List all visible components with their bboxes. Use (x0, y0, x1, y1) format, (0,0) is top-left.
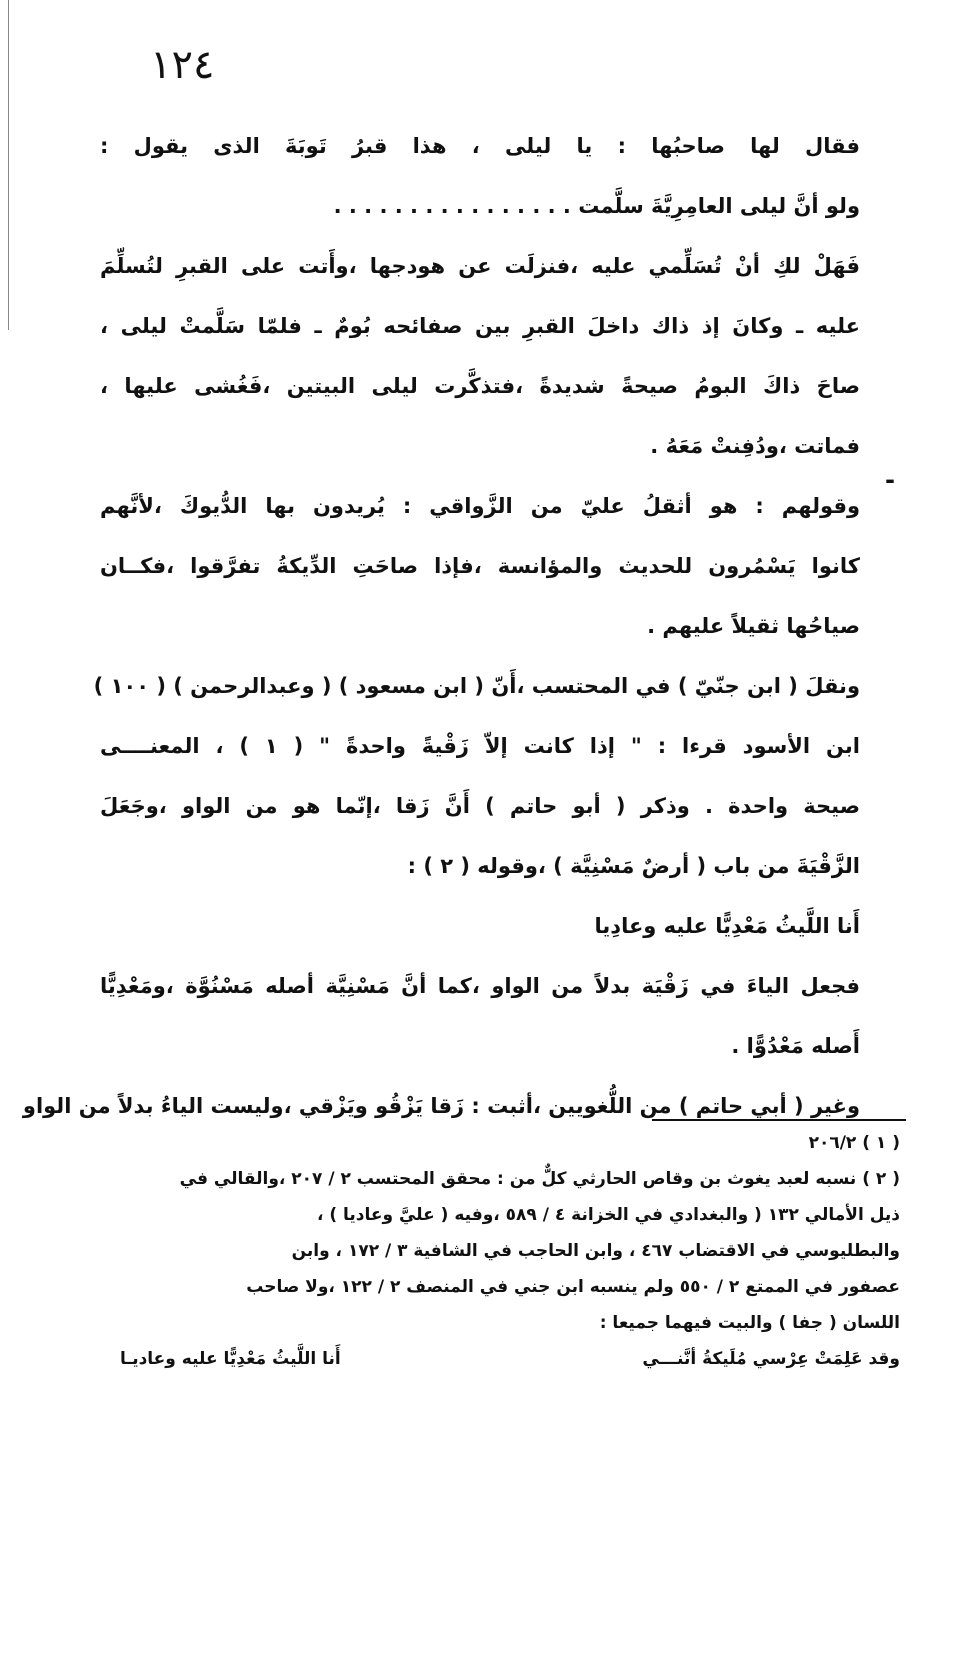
text-line: ابن الأسود قرءا : " إذا كانت إلاّ زَقْيةً واحدةً " ( ١ ) ، المعنــــى (100, 734, 860, 758)
text-line: وغير ( أبي حاتم ) من اللُّغويين ،أثبت : زَقا يَزْقُو ويَزْقي ،وليست الياءُ بدلاً من الواو (22, 1094, 860, 1118)
footnote-verse (100, 1341, 900, 1377)
text-line: فماتت ،ودُفِنتْ مَعَهُ . (650, 434, 860, 458)
footnote-line: ( ٢ ) نسبه لعبد يغوث بن وقاص الحارثي كلٌّ من : محقق المحتسب ٢ / ٢٠٧ ،والقالي في (179, 1169, 900, 1189)
verse-line: أَنا اللَّيثُ مَعْدِيًّا عليه وعادِيا (594, 914, 860, 938)
text-line: الزَّقْيَةَ من باب ( أرضٌ مَسْنِيَّة ) ،وقوله ( ٢ ) : (407, 854, 860, 878)
verse-first-hemistich: وقد عَلِمَتْ عِرْسي مُلَيكةُ أنَّنـــي (642, 1349, 900, 1369)
footnotes (100, 1125, 900, 1377)
footnote-separator (652, 1119, 906, 1121)
footnote-line: عصفور في الممتع ٢ / ٥٥٠ ولم ينسبه ابن جني في المنصف ٢ / ١٢٢ ،ولا صاحب (246, 1277, 900, 1297)
main-text (22, 116, 860, 1136)
text-line: فَهَلْ لكِ أنْ تُسَلِّمي عليه ،فنزلَت عن هودجها ،وأَتت على القبرِ لتُسلِّمَ (100, 254, 860, 278)
text-line: صيحة واحدة . وذكر ( أبو حاتم ) أَنَّ زَقا ،إنّما هو من الواو ،وجَعَلَ (100, 794, 860, 818)
text-line: كانوا يَسْمُرون للحديث والمؤانسة ،فإذا صاحَتِ الدِّيكةُ تفرَّقوا ،فكــان (100, 554, 860, 578)
page-number: ١٢٤ (150, 42, 215, 88)
scan-edge-line (8, 0, 9, 330)
text-line: وقولهم : هو أثقلُ عليّ من الزَّواقي : يُريدون بها الدُّيوكَ ،لأنَّهم (100, 494, 860, 518)
footnote-line: اللسان ( جفا ) والبيت فيهما جميعا : (599, 1313, 900, 1333)
text-line: صياحُها ثقيلاً عليهم . (647, 614, 860, 638)
verse-second-hemistich: أَنا اللَّيثُ مَعْدِيًّا عليه وعاديـا (120, 1349, 341, 1369)
footnote-line: ( ١ ) ٢٠٦/٢ (808, 1133, 900, 1153)
text-line: أَصله مَعْدُوًّا . (731, 1034, 860, 1058)
text-line: صاحَ ذاكَ البومُ صيحةً شديدةً ،فتذكَّرت ليلى البيتين ،فَغُشى عليها ، (100, 374, 860, 398)
text-line: فجعل الياءَ في زَقْيَة بدلاً من الواو ،كما أنَّ مَسْنِيَّة أصله مَسْنُوَّة ،ومَعْدِيًّا (100, 974, 860, 998)
footnote-line: ذيل الأمالي ١٣٢ ( والبغدادي في الخزانة ٤ / ٥٨٩ ،وفيه ( عليَّ وعاديا ) ، (316, 1205, 900, 1225)
text-line: فقال لها صاحبُها : يا ليلى ، هذا قبرُ تَوبَةَ الذى يقول : (100, 134, 860, 158)
text-line: ولو أنَّ ليلى العامِرِيَّةَ سلَّمت . . . . . . . . . . . . . . . . (333, 194, 860, 218)
text-line: ونقلَ ( ابن جنّيّ ) في المحتسب ،أَنّ ( ابن مسعود ) ( وعبدالرحمن ) ( ١٠٠ ) (93, 674, 860, 698)
margin-dash-marker: - (885, 466, 895, 494)
footnote-line: والبطليوسي في الاقتضاب ٤٦٧ ، وابن الحاجب في الشافية ٣ / ١٧٢ ، وابن (291, 1241, 900, 1261)
text-line: عليه ـ وكانَ إذ ذاك داخلَ القبرِ بين صفائحه بُومٌ ـ فلمّا سَلَّمتْ ليلى ، (100, 314, 860, 338)
